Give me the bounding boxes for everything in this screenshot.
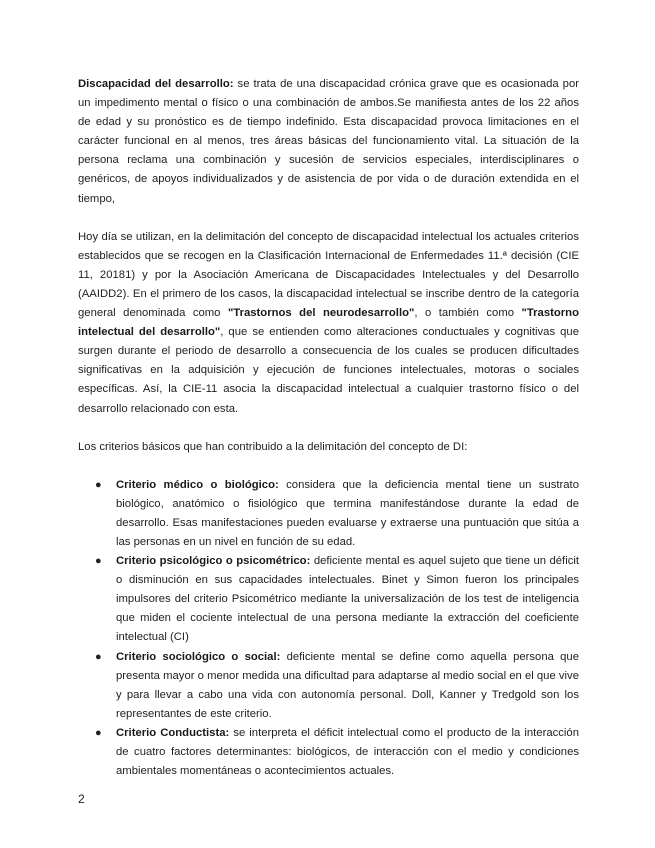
criterion-term: Criterio médico o biológico: [116, 478, 279, 491]
paragraph-text: , o también como [414, 307, 522, 320]
list-item-medical-criterion [78, 476, 579, 552]
criterion-term: Criterio psicológico o psicométrico: [116, 555, 311, 568]
term-developmental-disability: Discapacidad del desarrollo: [78, 78, 234, 90]
bullet-icon: ● [95, 650, 102, 663]
criterion-term: Criterio Conductista: [116, 726, 230, 739]
page-number: 2 [78, 792, 85, 806]
paragraph-text: Hoy día se utilizan, en la delimitación del concepto de discapacidad intelectual los actuales criterios establecidos que se recogen en la Clasificación Internacional de Enfermedades 11.ª decisión (CIE 11, 20181) y por la Asociación Americana de Discapacidades Intelectuales y del Desarrollo (AAIDD2). En el primero de los casos, la discapacidad intelectual se inscribe dentro de la categoría general denominada como [78, 230, 579, 320]
bullet-icon: ● [95, 478, 102, 491]
paragraph-developmental-disability [78, 75, 579, 209]
paragraph-text: , que se entienden como alteraciones conductuales y cognitivas que surgen durante el periodo de desarrollo a consecuencia de los cuales se producen dificultades significativas en la adquisición y ejecución de funciones intelectuales, motoras o sociales específicas. Así, la CIE-11 asocia la discapacidad intelectual a cualquier trastorno físico o del desarrollo relacionado con esta. [78, 326, 579, 415]
criterion-text: considera que la deficiencia mental tiene un sustrato biológico, anatómico o fisiológico que termina manifestándose durante la edad de desarrollo. Esas manifestaciones pueden evaluarse y extraerse una puntuación que sitúa a las personas en un nivel en función de su edad. [116, 478, 579, 548]
bullet-icon: ● [95, 726, 102, 739]
list-item-social-criterion [78, 648, 579, 724]
list-item-psychometric-criterion [78, 552, 579, 647]
paragraph-text: se trata de una discapacidad crónica grave que es ocasionada por un impedimento mental o físico o una combinación de ambos.Se manifiesta antes de los 22 años de edad y su pronóstico es de tiempo indefinido. Esta discapacidad provoca limitaciones en el carácter funcional en al menos, tres áreas básicas del funcionamiento vital. La situación de la persona reclama una combinación y sucesión de servicios especiales, interdisciplinares o genéricos, de apoyos individualizados y de asistencia de por vida o de duración extendida en el tiempo, [78, 78, 579, 205]
list-item-behaviorist-criterion [78, 724, 579, 781]
document-page [78, 75, 579, 781]
criterion-text: deficiente mental se define como aquella persona que presenta mayor o menor medida una dificultad para adaptarse al medio social en el que vive y para llevar a cabo una vida con autonomía personal. Doll, Kanner y Tredgold son los representantes de este criterio. [116, 650, 579, 720]
term-intellectual-developmental-disorder: "Trastorno intelectual del desarrollo" [78, 307, 579, 339]
paragraph-current-criteria [78, 228, 579, 419]
criteria-list [78, 476, 579, 782]
paragraph-criteria-intro: Los criterios básicos que han contribuido a la delimitación del concepto de DI: [78, 440, 468, 453]
criterion-text: se interpreta el déficit intelectual como el producto de la interacción de cuatro factores determinantes: biológicos, de interacción con el medio y condiciones ambientales momentáneas o acontecimientos actuales. [116, 726, 579, 778]
criterion-term: Criterio sociológico o social: [116, 650, 281, 663]
criterion-text: deficiente mental es aquel sujeto que tiene un déficit o disminución en sus capacidades intelectuales. Binet y Simon fueron los principales impulsores del criterio Psicométrico mediante la universalización de los test de inteligencia que miden el cociente intelectual de una persona mediante la extracción del coeficiente intelectual (CI) [116, 555, 579, 644]
bullet-icon: ● [95, 555, 102, 568]
term-neurodevelopmental-disorders: "Trastornos del neurodesarrollo" [227, 307, 415, 320]
